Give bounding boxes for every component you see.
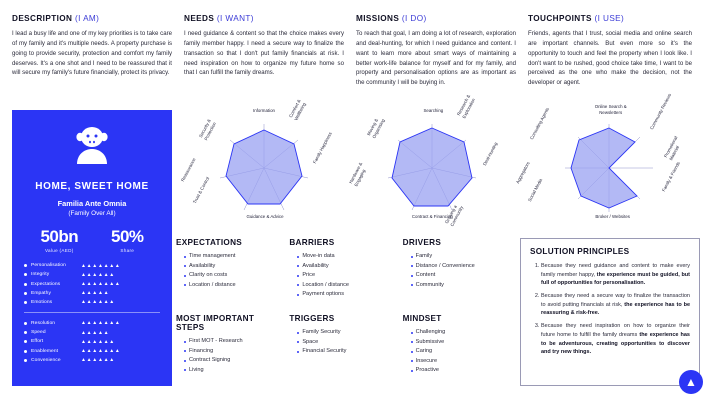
trait-row: [24, 290, 160, 296]
section-title-text: TOUCHPOINTS: [528, 14, 592, 23]
list-item: Time management: [184, 252, 281, 262]
trait-label: Resolution: [31, 320, 56, 326]
section-title-text: MISSIONS: [356, 14, 400, 23]
solution-item-emphasis: the experience must be guided, but full of opportunities for personalisation.: [541, 271, 690, 287]
list-item: Availability: [297, 262, 394, 272]
section-description: [12, 14, 172, 88]
solution-principles-panel: [520, 238, 700, 386]
radar-label: Deal-Hunting: [482, 141, 499, 167]
list-item: Challenging: [411, 328, 508, 338]
trait-score: ▲▲▲▲▲: [81, 329, 110, 336]
trait-score: ▲▲▲▲▲▲▲: [81, 281, 121, 288]
brand-logo-icon: ▲: [679, 370, 703, 394]
section-title: [12, 14, 172, 23]
trait-row: [24, 263, 160, 269]
list-items: [289, 328, 394, 357]
divider: [24, 312, 160, 313]
radar-label: Information: [253, 108, 275, 113]
trait-score: ▲▲▲▲▲▲▲: [81, 262, 121, 269]
solution-item: [541, 322, 690, 357]
list-triggers: [289, 314, 402, 376]
solution-item: [541, 292, 690, 318]
trait-row: [24, 357, 160, 363]
bullet-icon: [24, 273, 27, 276]
needs-radar: [176, 98, 344, 232]
trait-score: ▲▲▲▲▲: [81, 290, 110, 297]
section-title: [356, 14, 516, 23]
list-items: [176, 337, 281, 375]
touchpoints-radar: [513, 92, 704, 232]
radar-label: Searching: [423, 108, 444, 113]
list-item: Content: [411, 271, 508, 281]
list-items: [176, 252, 281, 290]
list-heading: EXPECTATIONS: [176, 238, 243, 247]
trait-row: [24, 348, 160, 354]
list-item: Financing: [184, 347, 281, 357]
radar-label: Security & Protection: [198, 118, 217, 141]
bullet-icon: [24, 292, 27, 295]
section-title: [184, 14, 344, 23]
list-item: Availability: [184, 262, 281, 272]
list-item: Family: [411, 252, 508, 262]
section-touchpoints: [528, 14, 692, 88]
list-row-top: [176, 238, 516, 300]
persona-name: [24, 198, 160, 219]
persona-name-text: Familia Ante Omnia: [57, 199, 127, 208]
list-item: Financial Security: [297, 347, 394, 357]
bullet-icon: [24, 301, 27, 304]
trait-score: ▲▲▲▲▲▲: [81, 271, 115, 278]
trait-label: Empathy: [31, 290, 51, 296]
list-item: Distance / Convenience: [411, 262, 508, 272]
trait-score: ▲▲▲▲▲▲: [81, 338, 115, 345]
list-heading: TRIGGERS: [289, 314, 335, 324]
trait-label: Convenience: [31, 357, 61, 363]
list-item: Living: [184, 366, 281, 376]
trait-row: [24, 272, 160, 278]
trait-row: [24, 330, 160, 336]
list-items: [403, 328, 508, 376]
list-expectations: [176, 238, 289, 300]
radar-label: Social Media: [526, 177, 543, 203]
solution-item-text: Because they need inspiration on how to organize their future home to fulfill the family dreams: [541, 323, 690, 338]
radar-label: Trust & Control: [192, 176, 211, 205]
section-body: I need guidance & content so that the choice makes every family member happy. I need a secure way to finalize the transaction so that I don't put family financials at risk. I need inspiration on how to organize my future home so that I can fulfill the family dreams.: [184, 30, 344, 77]
trait-row: [24, 299, 160, 305]
bullet-icon: [24, 322, 27, 325]
radar-label: Promotional Material: [662, 135, 680, 161]
list-item: Contract Signing: [184, 356, 281, 366]
section-body: I lead a busy life and one of my key priorities is to take care of my family and it's multiple needs. A property purchase is going to provide security, protection and comfort my family deserves. It's a one shot and I need to be reassured that it will secure my family's future financially, protect its privacy.: [12, 30, 172, 77]
persona-card: [12, 110, 172, 386]
list-heading: DRIVERS: [402, 238, 442, 247]
section-body: To reach that goal, I am doing a lot of research, exploration and deal-hunting, for which I need guidance and content. I want to learn more about smart ways of maintaining a better work-life balance for myself and for my family, and property and personalisation options are as important as the community I will be buying in.: [356, 30, 516, 87]
bullet-icon: [24, 264, 27, 267]
list-item: Price: [297, 271, 394, 281]
radar-label: Family Happiness: [312, 131, 333, 165]
list-most-important-steps: [176, 314, 289, 376]
section-subtitle-text: (I AM): [75, 14, 100, 23]
stat-label: Value (AED): [45, 247, 74, 253]
section-body: Friends, agents that I trust, social media and online search are important channels. But even more so it's the opportunity to touch and feel the property when I look like. I don't want to be rushed, good choice take time, I want to be perceived as the one who make the decision, not the developer or agent.: [528, 30, 692, 87]
list-item: First MOT - Research: [184, 337, 281, 347]
list-item: Payment options: [297, 290, 394, 300]
solution-item-text: Because they need a secure way to finalize the transaction to avoid putting financials at risk,: [541, 293, 690, 308]
trait-row: [24, 281, 160, 287]
radar-label: Family & Friends: [660, 160, 681, 193]
missions-radar: [344, 93, 512, 232]
trait-label: Integrity: [31, 272, 50, 278]
persona-title: HOME, SWEET HOME: [35, 181, 149, 192]
list-item: Proactive: [411, 366, 508, 376]
list-heading: MOST IMPORTANT STEPS: [176, 314, 255, 333]
list-barriers: [289, 238, 402, 300]
solution-item: [541, 262, 690, 288]
section-subtitle-text: (I USE): [594, 14, 625, 23]
list-items: [403, 252, 508, 290]
stat-value: [40, 227, 78, 253]
insight-lists: [176, 238, 516, 376]
stat-label: Share: [120, 247, 135, 253]
solution-item-emphasis: the experience has to be adventurous, creating opportunities to discover and try new things.: [541, 331, 690, 356]
trait-label: Expectations: [31, 281, 61, 287]
list-row-bottom: [176, 314, 516, 376]
trait-score: ▲▲▲▲▲▲▲: [81, 320, 121, 327]
list-item: Move-in data: [297, 252, 394, 262]
radar-label: Reassurance: [180, 157, 197, 183]
radar-label: Aggregators: [514, 160, 531, 185]
bullet-icon: [24, 340, 27, 343]
list-drivers: [403, 238, 516, 300]
list-item: Insecure: [411, 357, 508, 367]
trait-label: Emotions: [31, 299, 53, 305]
section-subtitle-text: (I DO): [401, 14, 427, 23]
section-title-text: DESCRIPTION: [12, 14, 73, 23]
radar-label: Hardware & Engaging: [348, 161, 367, 187]
list-item: Caring: [411, 347, 508, 357]
solution-item-text: Because they need guidance and content to make every family member happy,: [541, 263, 690, 278]
section-subtitle-text: (I WANT): [216, 14, 254, 23]
persona-name-translation: (Family Over All): [68, 210, 116, 218]
persona-stats: [24, 227, 160, 253]
bullet-icon: [24, 283, 27, 286]
list-items: [289, 252, 394, 300]
radar-label: Growing a Community: [444, 204, 465, 227]
radar-label: Contract & Financing: [411, 214, 453, 219]
trait-score: ▲▲▲▲▲▲: [81, 357, 115, 364]
solution-list: [530, 262, 690, 357]
radar-label: Consulting Agents: [528, 106, 550, 141]
list-item: Space: [297, 338, 394, 348]
bullet-icon: [24, 359, 27, 362]
panel-heading: SOLUTION PRINCIPLES: [530, 247, 630, 256]
trait-row: [24, 339, 160, 345]
list-item: Location / distance: [297, 281, 394, 291]
solution-item-emphasis: the experience has to be reassuring & risk-free.: [541, 301, 690, 317]
trait-label: Personalisation: [31, 263, 66, 269]
list-item: Clarity on costs: [184, 271, 281, 281]
radar-label: Broker / Websites: [595, 214, 630, 219]
radar-label: Research & Exploration: [456, 93, 476, 119]
bullet-icon: [24, 331, 27, 334]
radar-label: Moving & Organising: [366, 117, 386, 139]
list-item: Location / distance: [184, 281, 281, 291]
trait-label: Enablement: [31, 348, 59, 354]
section-title-text: NEEDS: [184, 14, 215, 23]
list-heading: MINDSET: [402, 314, 442, 324]
radar-label: Online Search & Newsletters: [594, 104, 627, 115]
radar-label: Guidance & Advice: [246, 214, 284, 219]
list-item: Family Security: [297, 328, 394, 338]
section-needs: [184, 14, 344, 88]
trait-row: [24, 320, 160, 326]
trait-label: Effort: [31, 339, 44, 345]
list-item: Community: [411, 281, 508, 291]
trait-list-secondary: [24, 320, 160, 363]
trait-score: ▲▲▲▲▲▲▲: [81, 348, 121, 355]
gorilla-icon: [24, 124, 160, 171]
section-title: [528, 14, 692, 23]
trait-list-primary: [24, 263, 160, 306]
list-mindset: [403, 314, 516, 376]
radar-label: Community Reviews: [648, 92, 672, 131]
radar-label: Comfort & Wellbeing: [288, 98, 307, 121]
stat-number: 50bn: [40, 226, 79, 246]
trait-score: ▲▲▲▲▲▲: [81, 299, 115, 306]
list-item: Submissive: [411, 338, 508, 348]
stat-number: 50%: [111, 226, 144, 246]
list-heading: BARRIERS: [289, 238, 335, 247]
trait-label: Speed: [31, 330, 46, 336]
top-sections: [0, 0, 711, 88]
section-missions: [356, 14, 516, 88]
bullet-icon: [24, 350, 27, 353]
stat-share: [111, 227, 144, 253]
radar-charts: [176, 92, 704, 232]
